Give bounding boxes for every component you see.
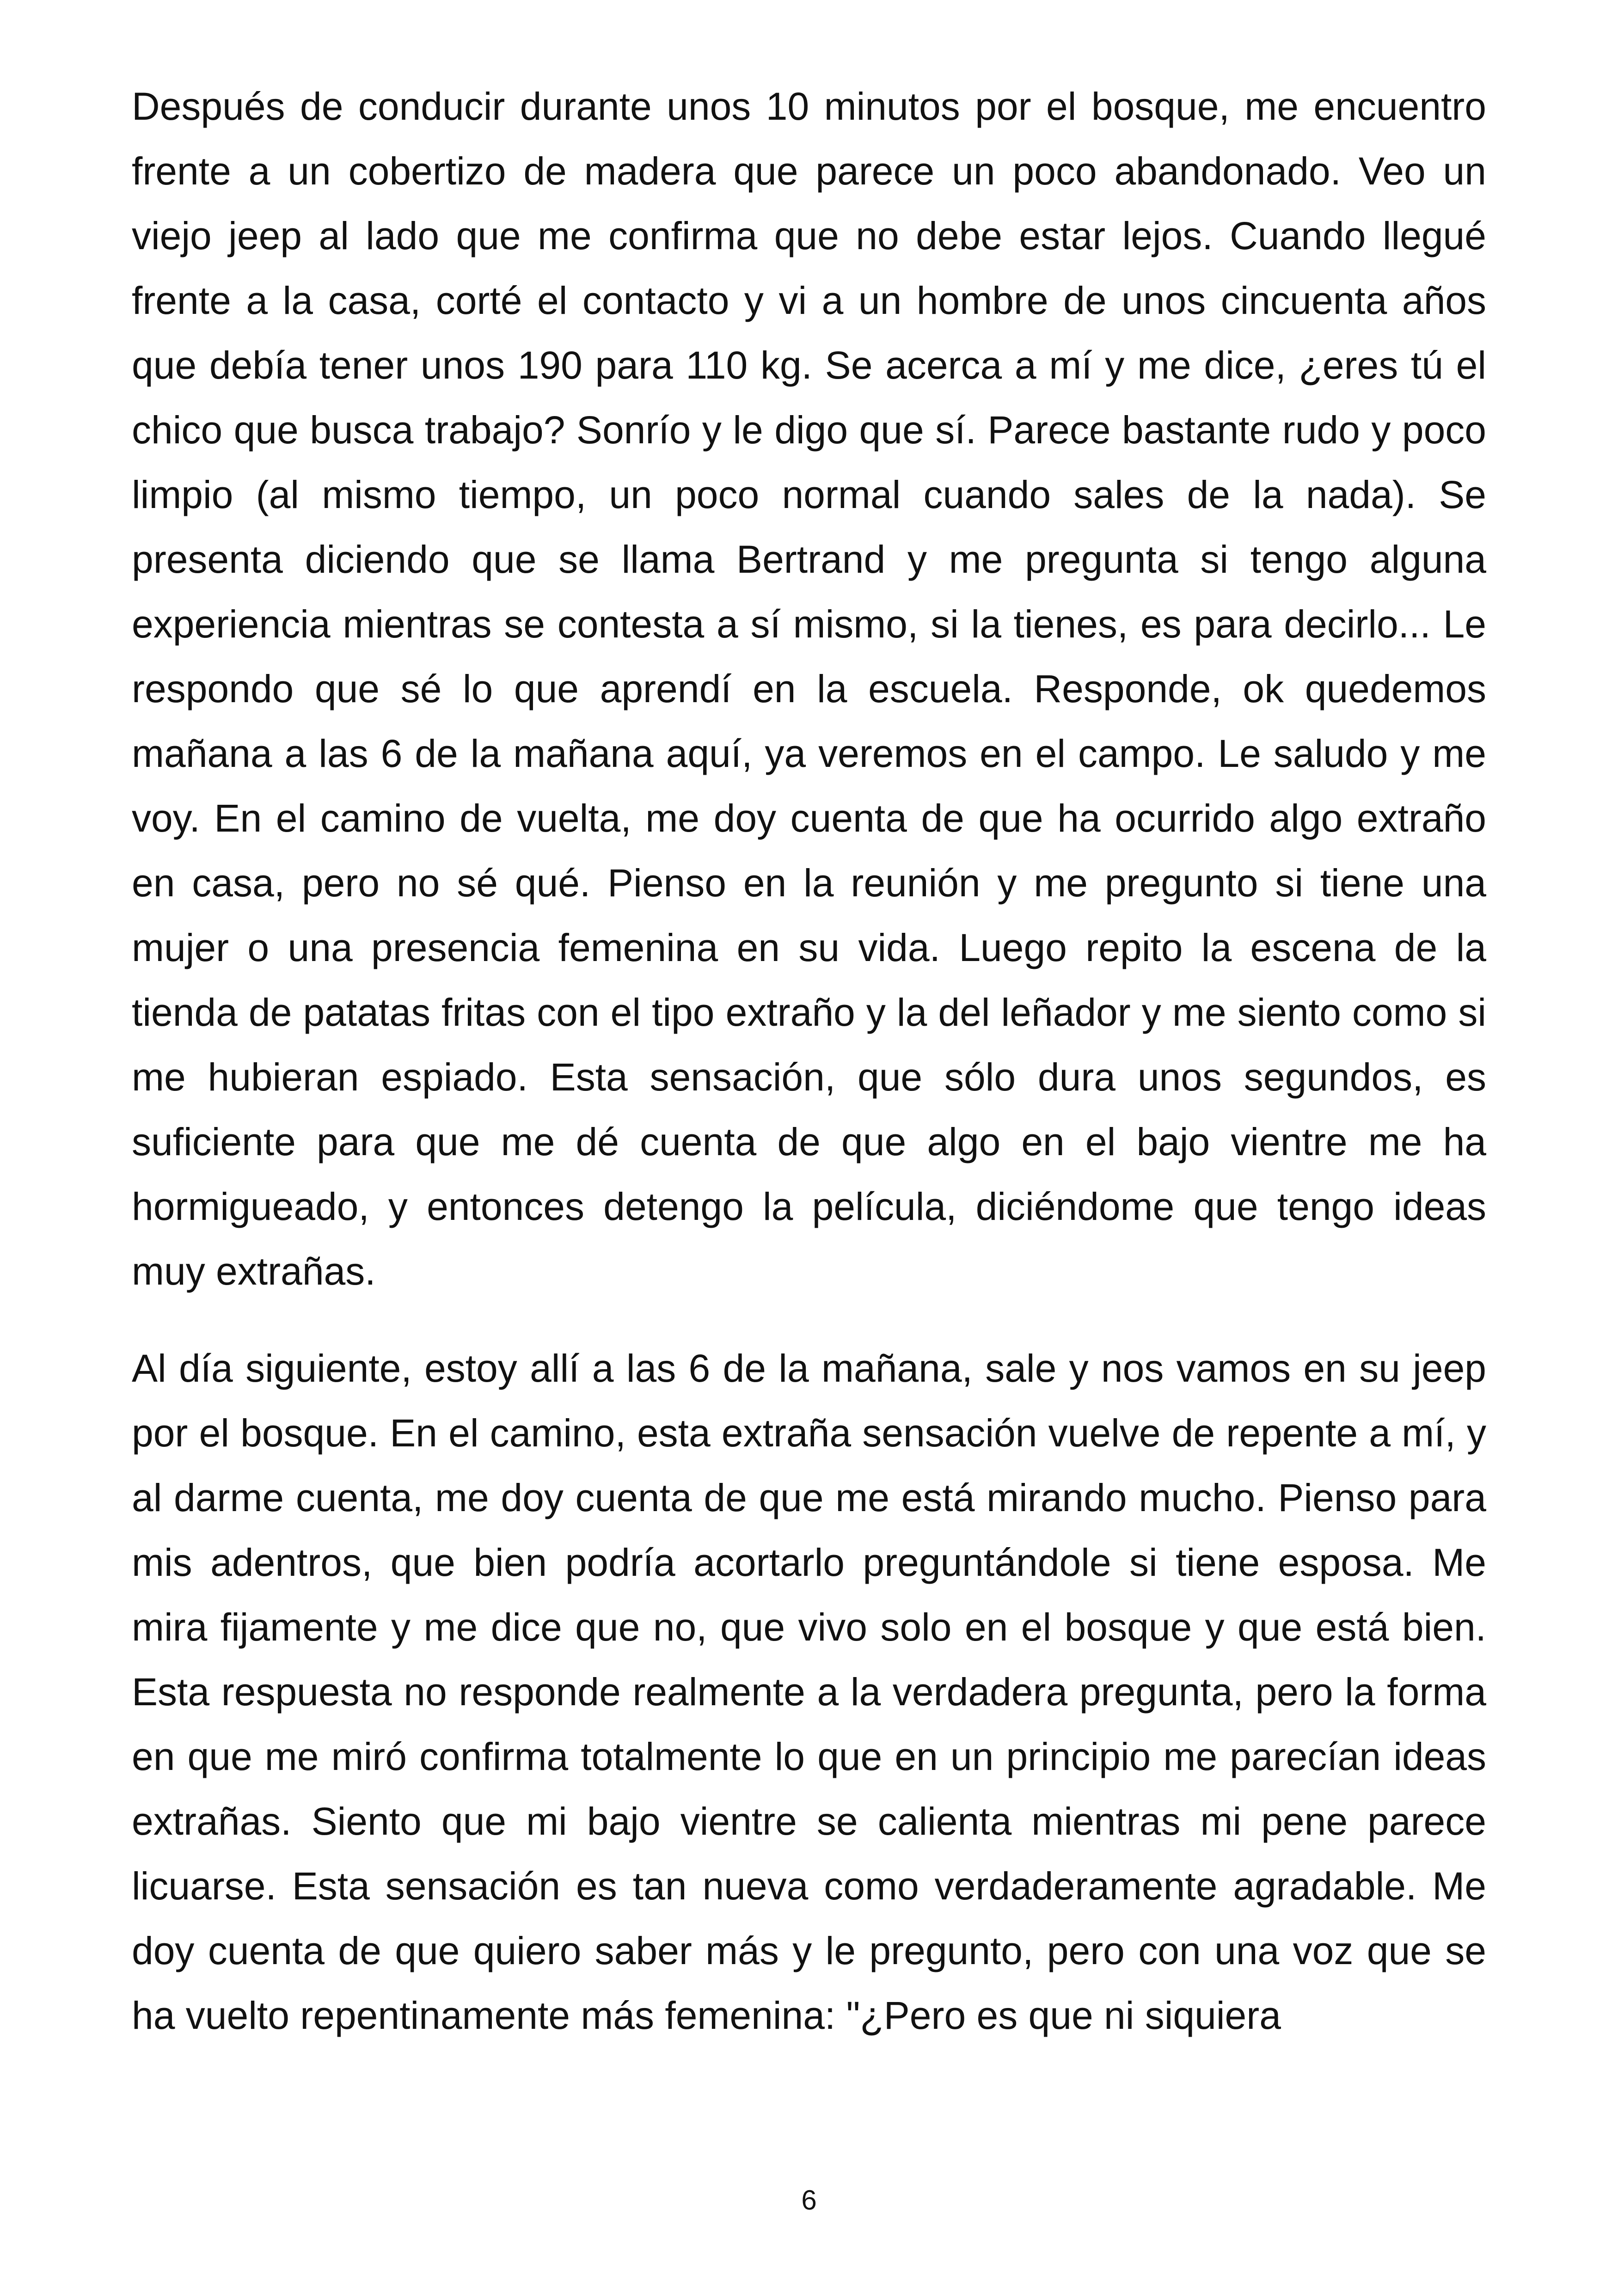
paragraph-1: Después de conducir durante unos 10 minutos por el bosque, me encuentro frente a un cobertizo de madera que parece un poco abandonado. Veo un viejo jeep al lado que me confirma que no debe estar lejos. Cuando llegué frente a la casa, corté el contacto y vi a un hombre de unos cincuenta años que debía tener unos 190 para 110 kg. Se acerca a mí y me dice, ¿eres tú el chico que busca trabajo? Sonrío y le digo que sí. Parece bastante rudo y poco limpio (al mismo tiempo, un poco normal cuando sales de la nada). Se presenta diciendo que se llama Bertrand y me pregunta si tengo alguna experiencia mientras se contesta a sí mismo, si la tienes, es para decirlo... Le respondo que sé lo que aprendí en la escuela. Responde, ok quedemos mañana a las 6 de la mañana aquí, ya veremos en el campo. Le saludo y me voy. En el camino de vuelta, me doy cuenta de que ha ocurrido algo extraño en casa, pero no sé qué. Pienso en la reunión y me pregunto si tiene una mujer o una presencia femenina en su vida. Luego repito la escena de la tienda de patatas fritas con el tipo extraño y la del leñador y me siento como si me hubieran espiado. Esta sensación, que sólo dura unos segundos, es suficiente para que me dé cuenta de que algo en el bajo vientre me ha hormigueado, y entonces detengo la película, diciéndome que tengo ideas muy extrañas. (132, 85, 1486, 1293)
page-number: 6 (801, 2185, 817, 2216)
body-text (132, 74, 1486, 2048)
paragraph-2: Al día siguiente, estoy allí a las 6 de la mañana, sale y nos vamos en su jeep por el bosque. En el camino, esta extraña sensación vuelve de repente a mí, y al darme cuenta, me doy cuenta de que me está mirando mucho. Pienso para mis adentros, que bien podría acortarlo preguntándole si tiene esposa. Me mira fijamente y me dice que no, que vivo solo en el bosque y que está bien. Esta respuesta no responde realmente a la verdadera pregunta, pero la forma en que me miró confirma totalmente lo que en un principio me parecían ideas extrañas. Siento que mi bajo vientre se calienta mientras mi pene parece licuarse. Esta sensación es tan nueva como verdaderamente agradable. Me doy cuenta de que quiero saber más y le pregunto, pero con una voz que se ha vuelto repentinamente más femenina: "¿Pero es que ni siquiera (132, 1347, 1486, 2037)
